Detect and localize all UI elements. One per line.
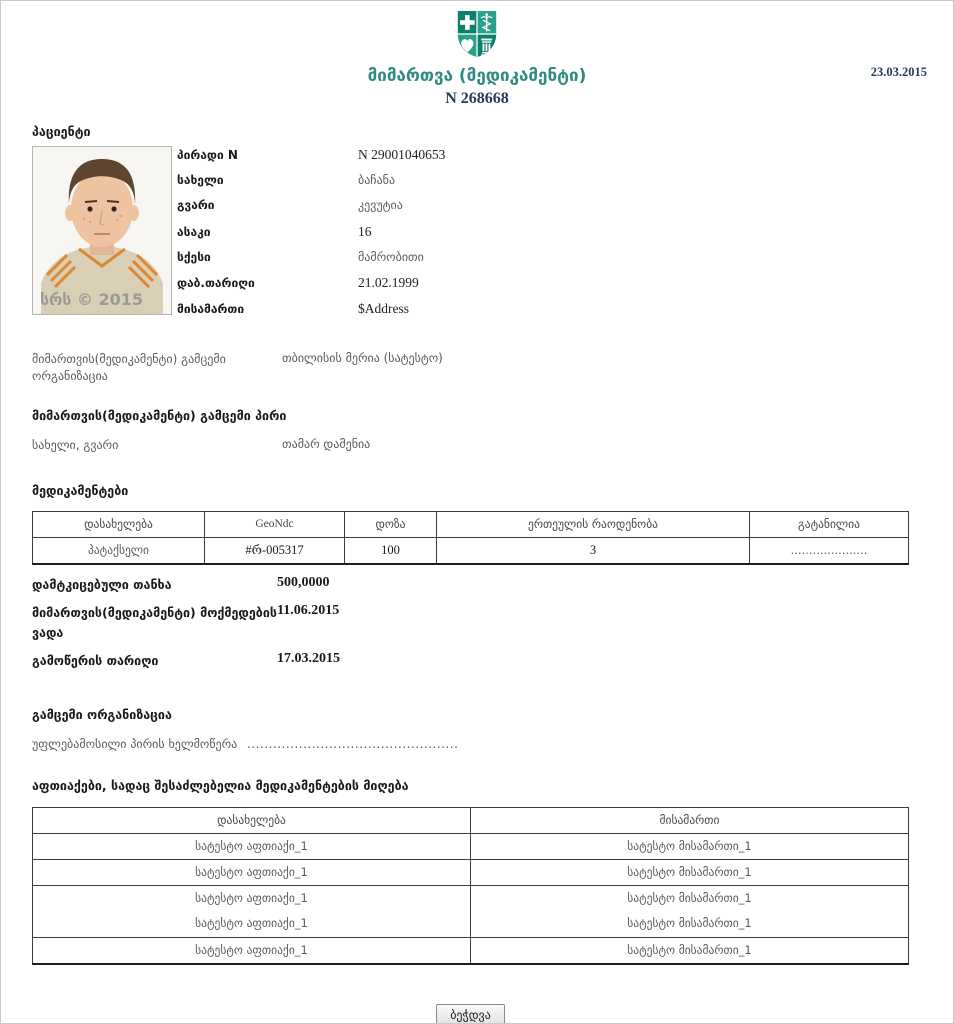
column-header: ერთეულის რაოდენობა <box>437 511 750 537</box>
patient-field-last-name <box>177 198 909 224</box>
pharmacy-name-cell: სატესტო აფთიაქი_1 <box>33 833 471 859</box>
issuer-person-row <box>32 437 909 454</box>
patient-photo <box>32 146 172 315</box>
patient-field-birth-date <box>177 275 909 301</box>
column-header: დასახელება <box>33 511 205 537</box>
pharmacies-table <box>32 807 909 965</box>
field-label: გვარი <box>177 198 215 213</box>
row-label: სახელი, გვარი <box>32 437 119 452</box>
issuing-org-section-title: გამცემი ორგანიზაცია <box>32 706 172 722</box>
table-header-row <box>33 807 909 833</box>
signature-row <box>32 737 909 751</box>
footer-actions <box>32 1004 909 1024</box>
patient-field-age <box>177 224 909 250</box>
field-value: კევუტია <box>358 198 403 213</box>
patient-section-title: პაციენტი <box>32 124 91 139</box>
print-button[interactable]: ბეჭდვა <box>436 1004 505 1024</box>
row-value: თამარ დამენია <box>282 436 371 451</box>
field-label: სახელი <box>177 172 224 187</box>
pharmacy-address-cell: სატესტო მისამართი_1 <box>471 859 909 885</box>
patient-field-personal-number <box>177 147 909 173</box>
row-value: 17.03.2015 <box>277 650 340 666</box>
medication-dose-cell: 100 <box>345 537 437 564</box>
field-value: N 29001040653 <box>358 147 446 162</box>
signature-line: ................................................. <box>247 736 459 751</box>
column-header: მისამართი <box>471 807 909 833</box>
pharmacy-address: სატესტო მისამართი_1 <box>627 916 752 931</box>
table-row <box>33 859 909 885</box>
row-value: 500,0000 <box>277 574 330 590</box>
document-number: N 268668 <box>445 90 509 107</box>
table-row <box>33 937 909 964</box>
field-label: დაბ.თარიღი <box>177 276 255 291</box>
document-header <box>1 1 953 108</box>
field-label: პირადი N <box>177 148 238 162</box>
pharmacy-name: სატესტო აფთიაქი_1 <box>195 916 308 931</box>
pharmacy-name-cell: სატესტო აფთიაქი_1 <box>33 937 471 964</box>
page-title: მიმართვა (მედიკამენტი) <box>367 66 587 86</box>
field-value: ბაჩანა <box>358 172 396 187</box>
patient-field-sex <box>177 250 909 276</box>
column-header: დასახელება <box>33 807 471 833</box>
pharmacy-address: სატესტო მისამართი_1 <box>627 890 752 905</box>
column-header: გატანილია <box>750 511 909 537</box>
photo-watermark: სრს © 2015 <box>40 290 144 309</box>
signature-label: უფლებამოსილი პირის ხელმოწერა <box>32 736 238 751</box>
patient-block <box>32 146 909 327</box>
field-label: მისამართი <box>177 302 245 317</box>
column-header: GeoNdc <box>205 511 345 537</box>
medication-geondc-cell: #რ-005317 <box>205 537 345 564</box>
row-value: 11.06.2015 <box>277 602 340 618</box>
pharmacy-name: სატესტო აფთიაქი_1 <box>195 890 308 905</box>
patient-field-address <box>177 301 909 327</box>
medication-dispensed-cell: ..................... <box>750 537 909 564</box>
table-row <box>33 537 909 564</box>
pharmacy-name-cell: სატესტო აფთიაქი_1 <box>33 859 471 885</box>
validity-row <box>32 603 909 643</box>
issuer-person-section-title: მიმართვის(მედიკამენტი) გამცემი პირი <box>32 407 287 423</box>
pharmacy-address-cell: სატესტო მისამართი_1 <box>471 833 909 859</box>
medications-section-title: მედიკამენტები <box>32 482 129 498</box>
field-value: $Address <box>358 301 409 317</box>
patient-fields <box>177 146 909 327</box>
medication-name-cell: პატაქსელი <box>33 537 205 564</box>
approved-amount-row <box>32 575 909 595</box>
table-header-row <box>33 511 909 537</box>
ministry-shield-logo <box>454 9 500 59</box>
pharmacies-section-title: აფთიაქები, სადაც შესაძლებელია მედიკამენტების მიღება <box>32 777 409 793</box>
document-body <box>32 124 909 1024</box>
field-label: სქესი <box>177 249 211 264</box>
field-label: ასაკი <box>177 225 211 240</box>
issue-date-row <box>32 651 909 671</box>
table-row <box>33 833 909 859</box>
field-value: 21.02.1999 <box>358 275 419 291</box>
medications-table <box>32 511 909 565</box>
row-label: დამტკიცებული თანხა <box>32 576 172 592</box>
pharmacy-address-cell: სატესტო მისამართი_1 <box>471 937 909 964</box>
row-label: მიმართვის(მედიკამენტი) მოქმედების ვადა <box>32 604 277 640</box>
column-header: დოზა <box>345 511 437 537</box>
table-row <box>33 885 909 937</box>
row-value: თბილისის მერია (სატესტო) <box>282 350 443 365</box>
pharmacy-name-cell <box>33 885 471 937</box>
issuing-organization-row <box>32 351 909 385</box>
patient-photo-image <box>33 147 171 314</box>
patient-field-first-name <box>177 173 909 199</box>
medication-quantity-cell: 3 <box>437 537 750 564</box>
field-value: მამრობითი <box>358 249 424 264</box>
row-label: მიმართვის(მედიკამენტი) გამცემი ორგანიზაცია <box>32 351 226 383</box>
document-date: 23.03.2015 <box>870 65 927 79</box>
row-label: გამოწერის თარიღი <box>32 652 159 668</box>
pharmacy-address-cell <box>471 885 909 937</box>
field-value: 16 <box>358 224 372 240</box>
